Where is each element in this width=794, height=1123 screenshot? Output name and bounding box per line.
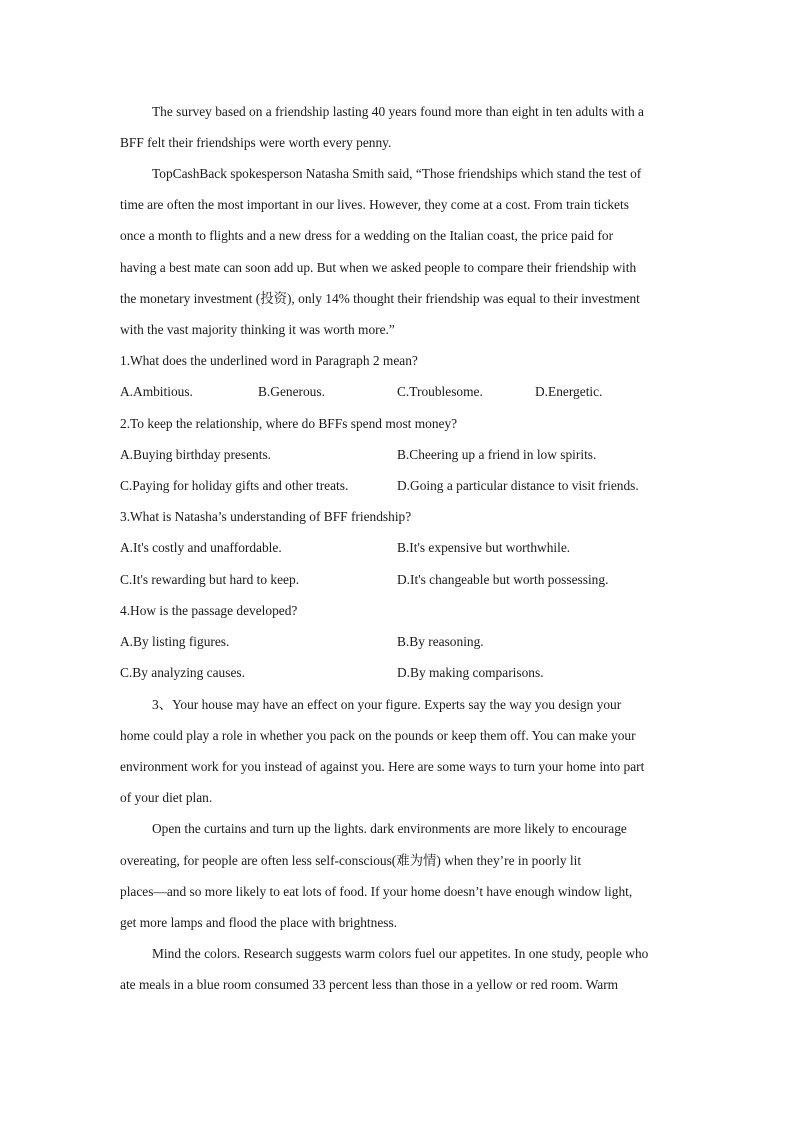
- passage-a-p2-line-6: with the vast majority thinking it was worth more.”: [120, 322, 395, 337]
- passage-a-p1-line-1: The survey based on a friendship lasting 40 years found more than eight in ten adults with a: [152, 104, 644, 119]
- q3-option-a: A.It's costly and unaffordable.: [120, 540, 282, 555]
- passage-a-p2-line-3: once a month to flights and a new dress for a wedding on the Italian coast, the price paid for: [120, 228, 614, 243]
- passage-b-p2-line-4: get more lamps and flood the place with brightness.: [120, 915, 398, 930]
- question-2-options-row-1: [0, 439, 794, 470]
- q3-option-c: C.It's rewarding but hard to keep.: [120, 572, 300, 587]
- question-4-stem: 4.How is the passage developed?: [120, 603, 298, 618]
- question-1-options: [0, 376, 794, 407]
- passage-b-p1-line-2: home could play a role in whether you pack on the pounds or keep them off. You can make your: [120, 728, 636, 743]
- question-3-options-row-1: [0, 532, 794, 563]
- q3-option-d: D.It's changeable but worth possessing.: [397, 572, 609, 587]
- q4-option-b: B.By reasoning.: [397, 634, 484, 649]
- q1-option-d: D.Energetic.: [535, 384, 603, 399]
- q1-option-b: B.Generous.: [258, 384, 325, 399]
- passage-a-p2-line-5: the monetary investment (投资), only 14% thought their friendship was equal to their investment: [120, 291, 640, 306]
- question-3-options-row-2: [0, 564, 794, 595]
- passage-a-p2-line-1: TopCashBack spokesperson Natasha Smith said, “Those friendships which stand the test of: [152, 166, 642, 181]
- question-3-stem: 3.What is Natasha’s understanding of BFF friendship?: [120, 509, 412, 524]
- passage-a-p2-line-2: time are often the most important in our lives. However, they come at a cost. From train tickets: [120, 197, 629, 212]
- q2-option-c: C.Paying for holiday gifts and other treats.: [120, 478, 349, 493]
- passage-b-p1-line-1: 3、Your house may have an effect on your figure. Experts say the way you design your: [152, 697, 622, 712]
- q4-option-a: A.By listing figures.: [120, 634, 230, 649]
- question-2-options-row-2: [0, 470, 794, 501]
- passage-b-p2-line-3: places—and so more likely to eat lots of food. If your home doesn’t have enough window light,: [120, 884, 633, 899]
- question-4-options-row-2: [0, 657, 794, 688]
- question-2-stem: 2.To keep the relationship, where do BFFs spend most money?: [120, 416, 458, 431]
- passage-b-p3-line-1: Mind the colors. Research suggests warm colors fuel our appetites. In one study, people who: [152, 946, 649, 961]
- passage-b-p2-line-2: overeating, for people are often less self-conscious(难为情) when they’re in poorly lit: [120, 853, 582, 868]
- q2-option-d: D.Going a particular distance to visit friends.: [397, 478, 639, 493]
- q3-option-b: B.It's expensive but worthwhile.: [397, 540, 571, 555]
- passage-b-p3-line-2: ate meals in a blue room consumed 33 percent less than those in a yellow or red room. Warm: [120, 977, 619, 992]
- q4-option-d: D.By making comparisons.: [397, 665, 544, 680]
- q4-option-c: C.By analyzing causes.: [120, 665, 245, 680]
- q1-option-a: A.Ambitious.: [120, 384, 193, 399]
- question-1-stem: 1.What does the underlined word in Paragraph 2 mean?: [120, 353, 418, 368]
- passage-b-p2-line-1: Open the curtains and turn up the lights. dark environments are more likely to encourage: [152, 821, 627, 836]
- passage-a-p1-line-2: BFF felt their friendships were worth every penny.: [120, 135, 392, 150]
- q2-option-a: A.Buying birthday presents.: [120, 447, 271, 462]
- q1-option-c: C.Troublesome.: [397, 384, 483, 399]
- passage-b-p1-line-4: of your diet plan.: [120, 790, 213, 805]
- passage-b-p1-line-3: environment work for you instead of against you. Here are some ways to turn your home into part: [120, 759, 645, 774]
- passage-a-p2-line-4: having a best mate can soon add up. But when we asked people to compare their friendship with: [120, 260, 637, 275]
- q2-option-b: B.Cheering up a friend in low spirits.: [397, 447, 597, 462]
- question-4-options-row-1: [0, 626, 794, 657]
